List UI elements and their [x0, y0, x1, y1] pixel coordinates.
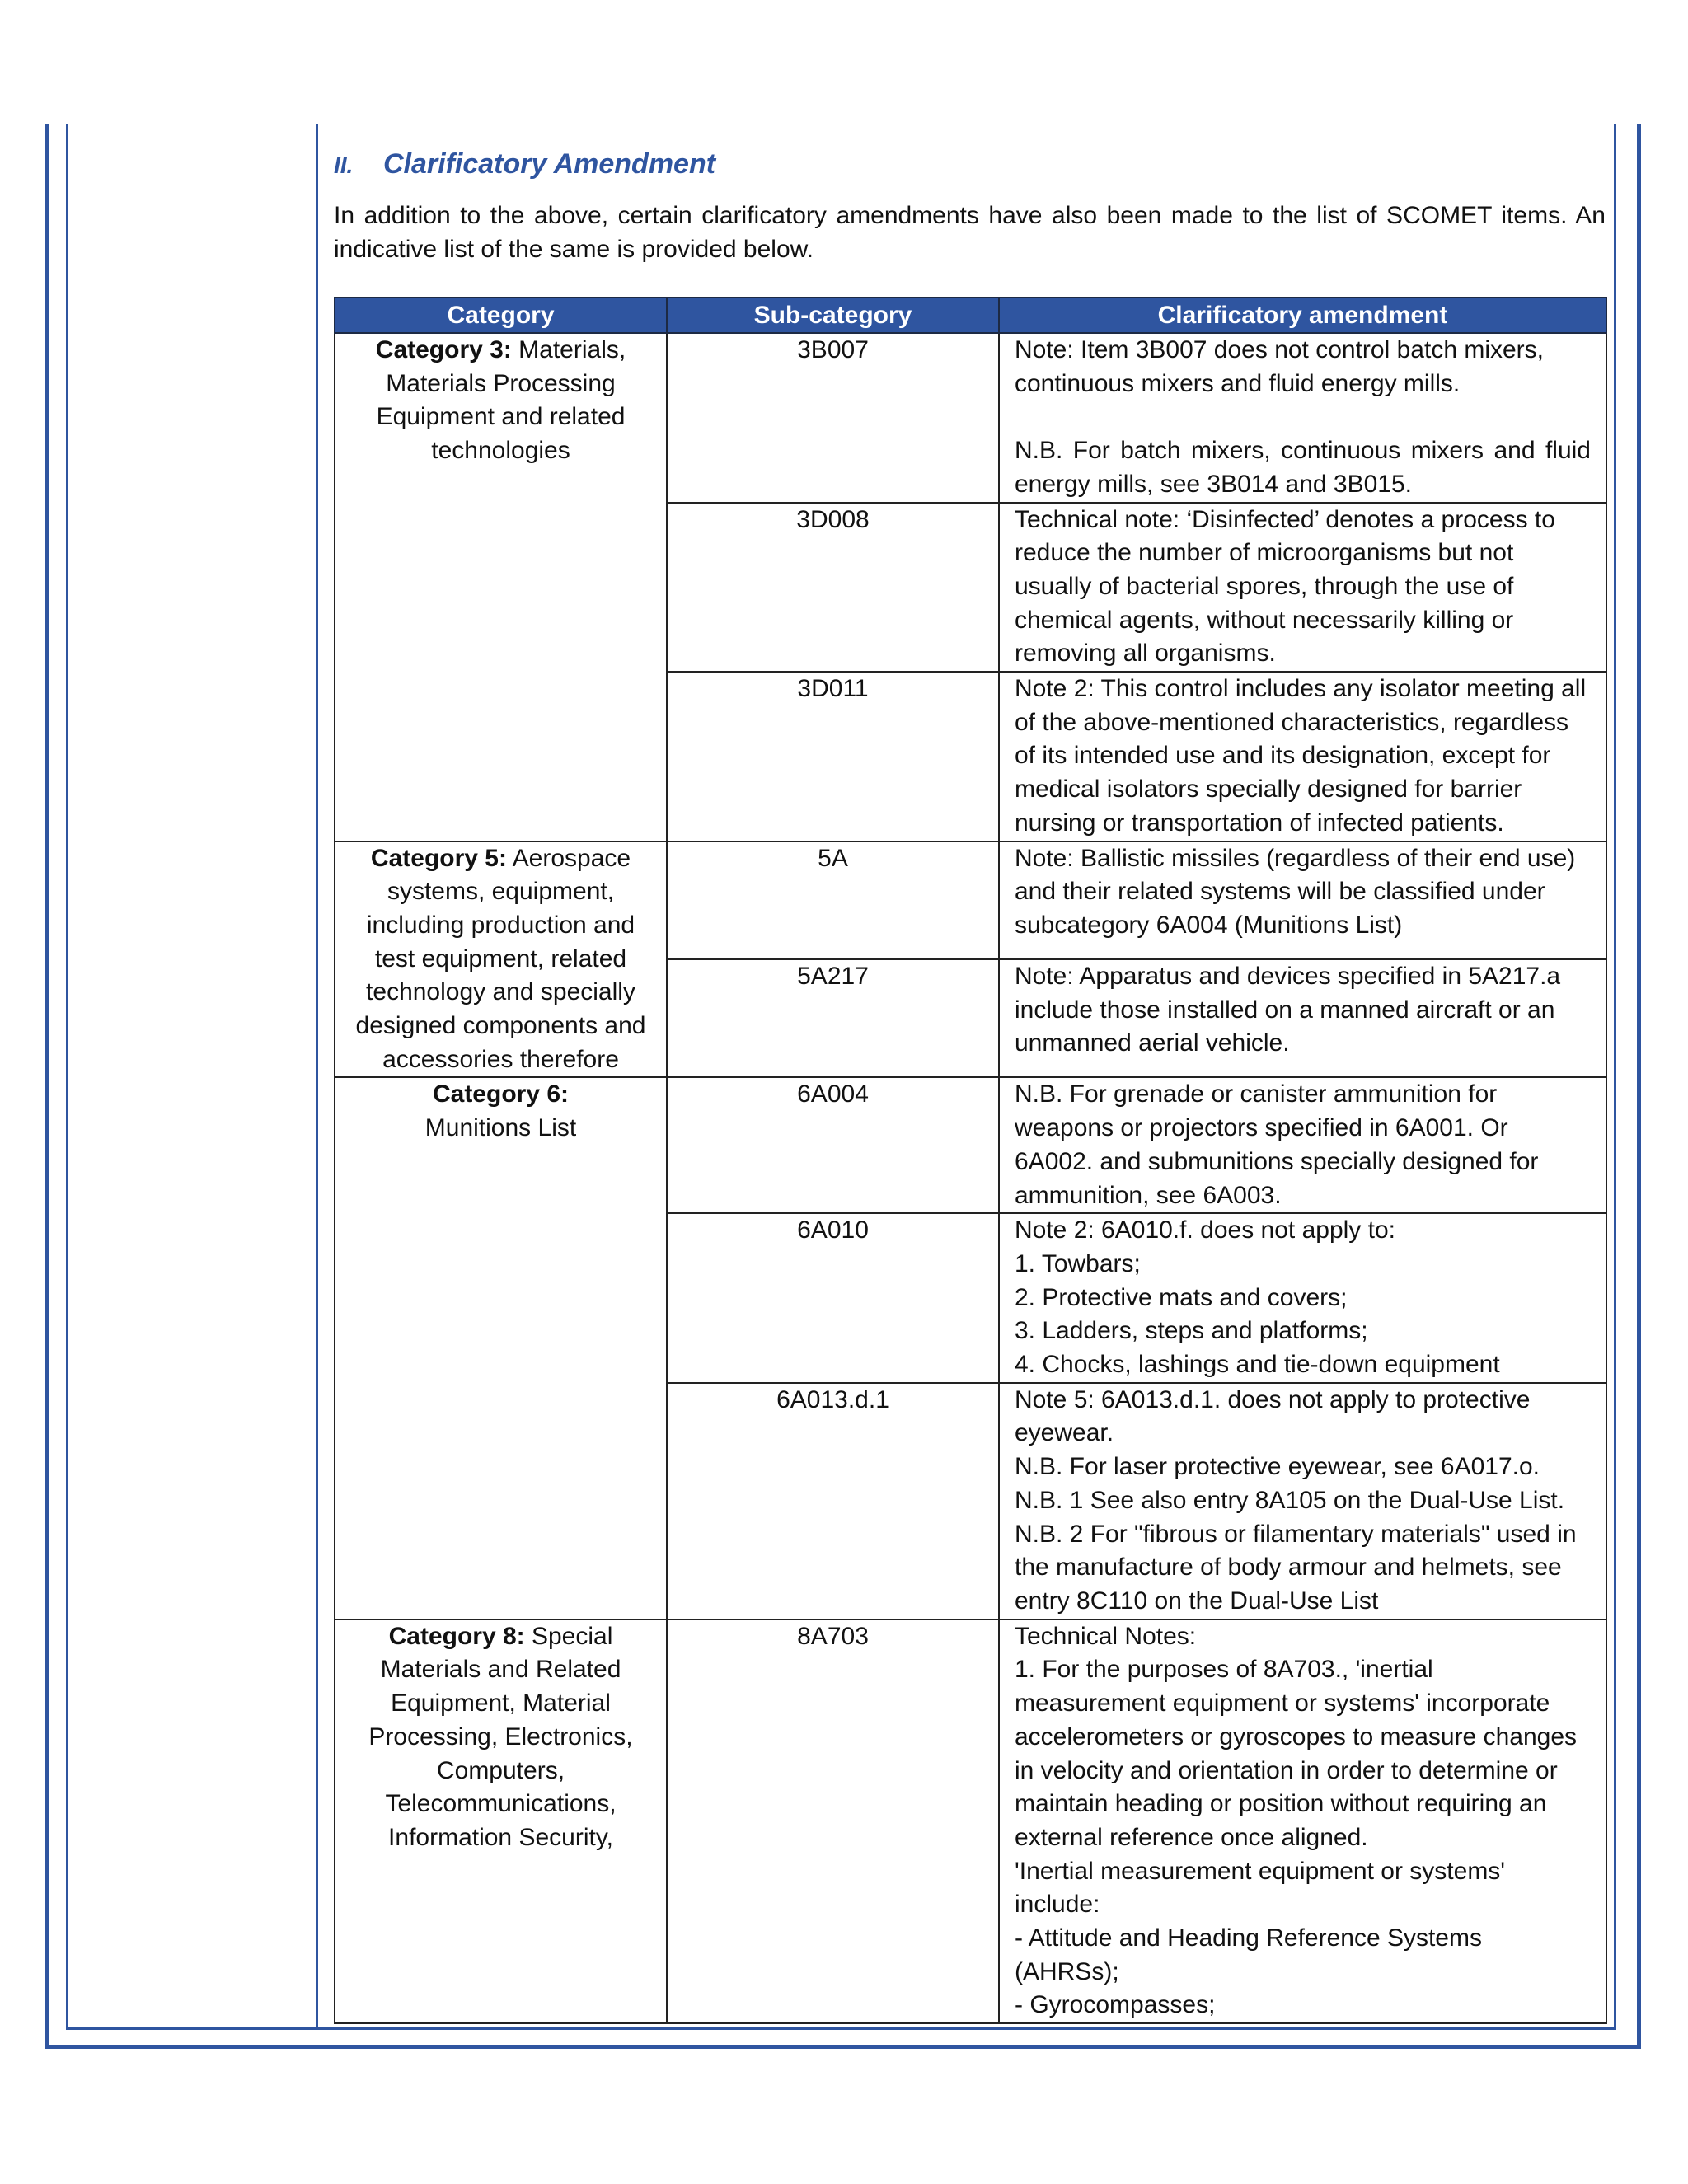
sub-category-cell: 3B007: [667, 333, 999, 503]
category-label: Category 6:: [432, 1080, 570, 1108]
category-cell: [335, 1619, 667, 2023]
sub-category-cell: 6A013.d.1: [667, 1383, 999, 1619]
table-row: [335, 333, 1606, 503]
category-cell: [335, 1077, 667, 1619]
table-row: [335, 841, 1606, 959]
table-row: [335, 1619, 1606, 2023]
page-column-divider: [316, 124, 318, 2029]
amendment-text: N.B. For grenade or canister ammunition for weapons or projectors specified in 6A001. Or 6A002. and submunitions specially designed for ammunition, see 6A003.: [1015, 1080, 1539, 1209]
amendment-cell: [999, 1619, 1606, 2023]
amendment-cell: [999, 1383, 1606, 1619]
page-border-outer-left: [45, 124, 49, 2048]
sub-category-cell: 8A703: [667, 1619, 999, 2023]
section-number: II.: [334, 152, 354, 178]
sub-category-cell: 6A010: [667, 1213, 999, 1383]
category-description: Special Materials and Related Equipment, Material Processing, Electronics, Computers, Telecommunications, Information Security,: [368, 1622, 633, 1851]
amendment-cell: [999, 1077, 1606, 1213]
blank-line: [1015, 401, 1591, 434]
amendment-text: Note 2: This control includes any isolator meeting all of the above-mentioned characteristics, regardless of its intended use and its designation, except for medical isolators specially designed for barrier nursing or transportation of infected patients.: [1015, 675, 1587, 837]
amendment-text: N.B. For batch mixers, continuous mixers and fluid energy mills, see 3B014 and 3B015.: [1015, 437, 1591, 498]
amendment-table: [334, 297, 1607, 2024]
amendment-text: Note 2: 6A010.f. does not apply to: 1. Towbars; 2. Protective mats and covers; 3. Ladders, steps and platforms; 4. Chocks, lashings and tie-down equipment: [1015, 1216, 1500, 1379]
sub-category-cell: 5A217: [667, 959, 999, 1077]
table-row: [335, 1077, 1606, 1213]
sub-category-cell: 5A: [667, 841, 999, 959]
category-cell: [335, 841, 667, 1078]
amendment-cell: [999, 333, 1606, 503]
header-category: Category: [335, 298, 667, 333]
amendment-cell: [999, 672, 1606, 841]
category-description: Aerospace systems, equipment, including production and test equipment, related technology and specially designed components and accessories therefore: [355, 844, 646, 1073]
category-description: Munitions List: [424, 1114, 577, 1142]
section-title: Clarificatory Amendment: [383, 148, 716, 180]
sub-category-cell: 6A004: [667, 1077, 999, 1213]
category-cell: [335, 333, 667, 841]
amendment-text: Note 5: 6A013.d.1. does not apply to protective eyewear. N.B. For laser protective eyewear, see 6A017.o. N.B. 1 See also entry 8A105 on the Dual-Use List. N.B. 2 For "fibrous or filamentary materials" used in the manufacture of body armour and helmets, see entry 8C110 on the Dual-Use List: [1015, 1385, 1577, 1615]
main-content: [334, 148, 1606, 2024]
amendment-text: Technical Notes: 1. For the purposes of 8A703., 'inertial measurement equipment or systems' incorporate accelerometers or gyroscopes to measure changes in velocity and orientation in order to determine or maintain heading or position without requiring an external reference once aligned. 'Inertial measurement equipment or systems' include: - Attitude and Heading Reference Systems (AHRSs); - Gyrocompasses;: [1015, 1622, 1578, 2019]
intro-paragraph: In addition to the above, certain clarificatory amendments have also been made to the list of SCOMET items. An indicative list of the same is provided below.: [334, 202, 1606, 263]
amendment-cell: [999, 959, 1606, 1077]
page-border-outer-right: [1637, 124, 1641, 2048]
category-label: Category 8:: [388, 1622, 525, 1650]
page-border-inner-left: [66, 124, 68, 2029]
amendment-text: Note: Item 3B007 does not control batch mixers, continuous mixers and fluid energy mills.: [1015, 336, 1544, 397]
category-label: Category 3:: [375, 336, 512, 363]
amendment-cell: [999, 503, 1606, 673]
amendment-cell: [999, 841, 1606, 959]
amendment-cell: [999, 1213, 1606, 1383]
sub-category-cell: 3D008: [667, 503, 999, 673]
page-border-inner-right: [1614, 124, 1616, 2029]
sub-category-cell: 3D011: [667, 672, 999, 841]
amendment-text: Technical note: ‘Disinfected’ denotes a process to reduce the number of microorganisms but not usually of bacterial spores, through the use of chemical agents, without necessarily killing or removing all organisms.: [1015, 505, 1555, 668]
page-border-inner-bottom: [66, 2027, 1616, 2030]
header-sub-category: Sub-category: [667, 298, 999, 333]
page-border-outer-bottom: [45, 2045, 1641, 2049]
section-heading: [334, 148, 1606, 180]
amendment-text: Note: Ballistic missiles (regardless of their end use) and their related systems will be classified under subcategory 6A004 (Munitions List): [1015, 844, 1576, 939]
category-description: Materials, Materials Processing Equipment and related technologies: [376, 336, 626, 465]
header-amendment: Clarificatory amendment: [999, 298, 1606, 333]
category-label: Category 5:: [370, 844, 507, 872]
table-header-row: [335, 298, 1606, 333]
amendment-text: Note: Apparatus and devices specified in 5A217.a include those installed on a manned aircraft or an unmanned aerial vehicle.: [1015, 962, 1561, 1057]
